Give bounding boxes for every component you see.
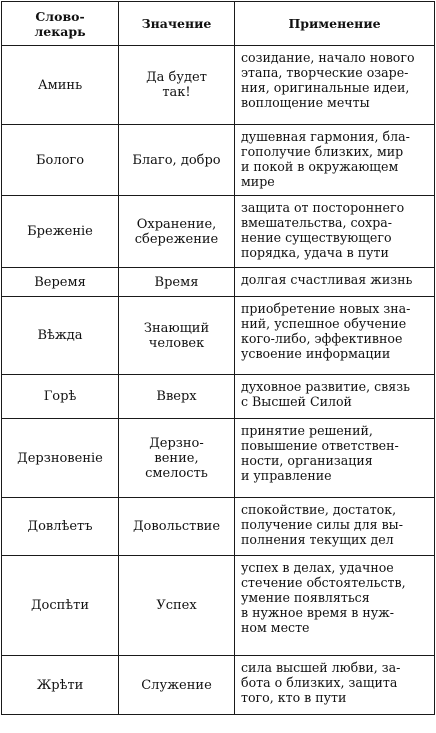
usage-line: мире — [241, 174, 275, 189]
usage-line: вмешательства, сохра- — [241, 215, 393, 230]
header-usage: Применение — [235, 2, 435, 46]
table-row — [2, 375, 435, 419]
usage-line: получение силы для вы- — [241, 517, 403, 532]
usage-line: полнения текущих дел — [241, 532, 394, 547]
meaning-line: Время — [154, 274, 199, 290]
table-body — [2, 46, 435, 715]
table-row — [2, 268, 435, 297]
usage-line: принятие решений, — [241, 423, 373, 438]
table-row — [2, 297, 435, 375]
header-word — [2, 2, 119, 46]
usage-line: ния, оригинальные идеи, — [241, 80, 410, 95]
table-row — [2, 196, 435, 268]
meaning-line: Довольствие — [132, 519, 221, 534]
usage-line: душевная гармония, бла- — [241, 129, 410, 144]
usage-line: успех в делах, удачное — [241, 560, 394, 575]
usage-cell — [235, 419, 435, 498]
meaning-cell — [119, 46, 235, 125]
header-meaning: Значение — [119, 2, 235, 46]
word-cell: Веремя — [2, 268, 119, 297]
usage-cell — [235, 297, 435, 375]
table-row — [2, 656, 435, 715]
table-row — [2, 46, 435, 125]
meaning-line: Благо, добро — [132, 152, 221, 168]
usage-line: кого-либо, эффективное — [241, 331, 403, 346]
usage-cell — [235, 196, 435, 268]
usage-line: в нужное время в нуж- — [241, 605, 395, 620]
usage-line: созидание, начало нового — [241, 50, 415, 65]
usage-line: повышение ответствен- — [241, 438, 399, 453]
word-cell: Жрѣти — [2, 656, 119, 715]
word-cell: Вѣжда — [2, 297, 119, 375]
usage-line: с Высшей Силой — [241, 394, 352, 409]
table-row — [2, 498, 435, 556]
usage-line: ном месте — [241, 620, 310, 635]
meaning-line: так! — [162, 85, 191, 100]
word-cell: Дерзновенie — [2, 419, 119, 498]
meaning-line: вение, — [154, 450, 199, 466]
meaning-cell — [119, 125, 235, 196]
usage-cell — [235, 268, 435, 297]
usage-line: стечение обстоятельств, — [241, 575, 406, 590]
usage-line: ний, успешное обучение — [241, 316, 407, 331]
usage-cell — [235, 46, 435, 125]
meaning-line: Знающий — [143, 320, 210, 336]
usage-line: долгая счастливая жизнь — [241, 272, 413, 287]
word-cell: Довлѣетъ — [2, 498, 119, 556]
meaning-cell — [119, 297, 235, 375]
usage-cell — [235, 498, 435, 556]
usage-cell — [235, 556, 435, 656]
usage-line: порядка, удача в пути — [241, 245, 389, 260]
usage-line: этапа, творческие озаре- — [241, 65, 409, 80]
usage-cell — [235, 125, 435, 196]
usage-line: нение существующего — [241, 230, 392, 245]
meaning-cell — [119, 556, 235, 656]
usage-line: защита от постороннего — [241, 200, 405, 215]
meaning-line: Охранение, — [136, 216, 217, 232]
header-word-line: лекарь — [34, 23, 86, 39]
usage-line: ности, организация — [241, 453, 373, 468]
meaning-cell — [119, 196, 235, 268]
meaning-cell — [119, 419, 235, 498]
usage-line: и управление — [241, 468, 332, 483]
usage-cell — [235, 375, 435, 419]
meaning-line: Дерзно- — [149, 435, 204, 451]
usage-line: приобретение новых зна- — [241, 301, 411, 316]
usage-cell — [235, 656, 435, 715]
meaning-line: сбережение — [134, 231, 219, 247]
word-cell: Доспѣти — [2, 556, 119, 656]
usage-line: воплощение мечты — [241, 95, 370, 110]
word-cell: Болого — [2, 125, 119, 196]
table-row — [2, 419, 435, 498]
header-word-line: Слово- — [35, 8, 85, 24]
meaning-line: смелость — [145, 465, 208, 481]
usage-line: усвоение информации — [241, 346, 391, 361]
usage-line: бота о близких, защита — [241, 675, 398, 690]
word-cell: Аминь — [2, 46, 119, 125]
usage-line: умение появляться — [241, 590, 370, 605]
meaning-cell — [119, 375, 235, 419]
meaning-cell — [119, 656, 235, 715]
meaning-line: Да будет — [146, 70, 207, 85]
usage-line: спокойствие, достаток, — [241, 502, 397, 517]
usage-line: духовное развитие, связь — [241, 379, 410, 394]
meaning-cell — [119, 498, 235, 556]
header-row — [2, 2, 435, 46]
word-cell: Бреженie — [2, 196, 119, 268]
words-table — [1, 1, 435, 715]
usage-line: сила высшей любви, за- — [241, 660, 401, 675]
meaning-line: Служение — [141, 677, 212, 693]
usage-line: гополучие близких, мир — [241, 144, 404, 159]
usage-line: и покой в окружающем — [241, 159, 399, 174]
usage-line: того, кто в пути — [241, 690, 347, 705]
meaning-line: Вверх — [156, 389, 197, 404]
word-cell: Горѣ — [2, 375, 119, 419]
meaning-line: человек — [148, 335, 205, 351]
table-row — [2, 556, 435, 656]
table-row — [2, 125, 435, 196]
meaning-line: Успех — [156, 598, 197, 613]
meaning-cell — [119, 268, 235, 297]
